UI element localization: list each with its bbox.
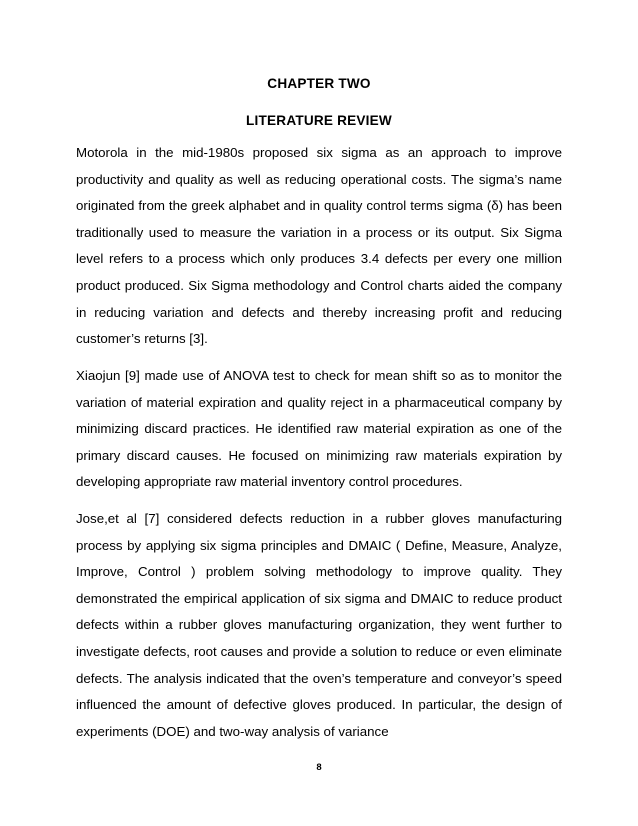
paragraph-jose: Jose,et al [7] considered defects reduction in a rubber gloves manufacturing process by applying six sigma principles and DMAIC ( Define, Measure, Analyze, Improve, Control ) problem solving methodology to improve quality. They demonstrated the empirical application of six sigma and DMAIC to reduce product defects within a rubber gloves manufacturing organization, they went further to investigate defects, root causes and provide a solution to reduce or even eliminate defects. The analysis indicated that the oven’s temperature and conveyor’s speed influenced the amount of defective gloves produced. In particular, the design of experiments (DOE) and two-way analysis of variance: [76, 511, 562, 739]
section-title: LITERATURE REVIEW: [246, 113, 392, 128]
page-number: 8: [316, 762, 322, 773]
chapter-title: CHAPTER TWO: [267, 76, 371, 91]
paragraph-xiaojun: Xiaojun [9] made use of ANOVA test to check for mean shift so as to monitor the variation of material expiration and quality reject in a pharmaceutical company by minimizing discard practices. He identified raw material expiration as one of the primary discard causes. He focused on minimizing raw materials expiration by developing appropriate raw material inventory control procedures.: [76, 368, 562, 490]
paragraph-motorola: Motorola in the mid-1980s proposed six sigma as an approach to improve productivity and quality as well as reducing operational costs. The sigma’s name originated from the greek alphabet and in quality control terms sigma (δ) has been traditionally used to measure the variation in a process or its output. Six Sigma level refers to a process which only produces 3.4 defects per every one million product produced. Six Sigma methodology and Control charts aided the company in reducing variation and defects and thereby increasing profit and reducing customer’s returns [3].: [76, 145, 562, 347]
